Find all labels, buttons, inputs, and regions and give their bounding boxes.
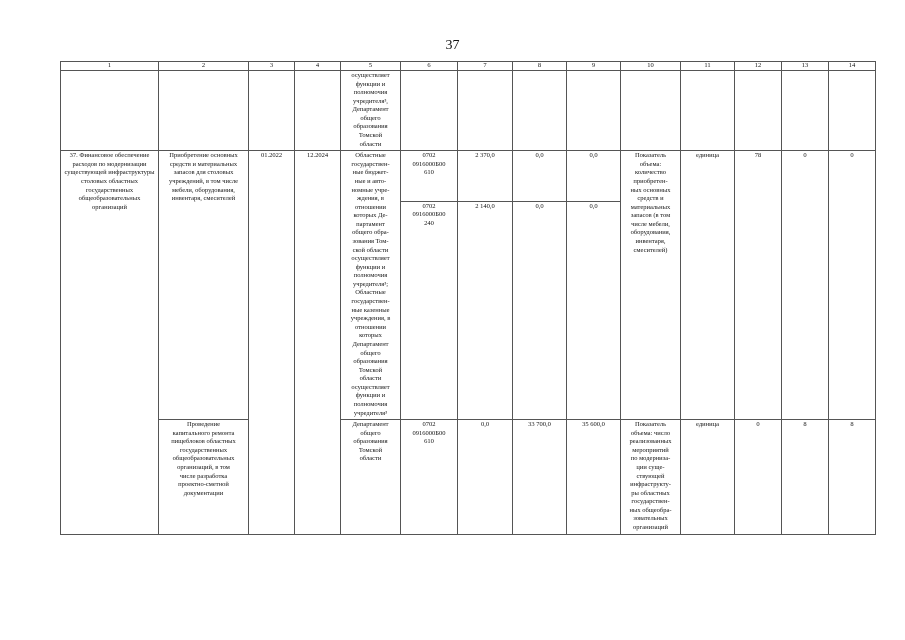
- kbk-cell: 0702 0916000Б00 610: [401, 420, 458, 535]
- header-row: [61, 62, 876, 71]
- unit-cell: единица: [681, 420, 735, 535]
- amount-cell: 0,0: [513, 201, 567, 419]
- header-cell: 2: [159, 62, 249, 71]
- amount-cell: 0,0: [567, 151, 621, 202]
- header-cell: 14: [829, 62, 876, 71]
- amount-cell: 2 140,0: [458, 201, 513, 419]
- header-cell: 1: [61, 62, 159, 71]
- indicator-cell: Показатель объема: количество приобретен- ных основных средств и материальных запасов (в том числе мебели, оборудования, инвентаря, смесителей): [621, 151, 681, 420]
- table-row: [61, 151, 876, 202]
- start-date-cell: 01.2022: [249, 151, 295, 534]
- budget-table: [60, 61, 876, 535]
- value-cell: 0: [782, 151, 829, 420]
- header-cell: 3: [249, 62, 295, 71]
- activity-cell: Проведение капитального ремонта пищеблоков областных государственных общеобразовательных организаций, в том числе разработка проектно-сметной документации: [159, 420, 249, 535]
- kbk-cell: 0702 0916000Б00 610: [401, 151, 458, 202]
- end-date-cell: 12.2024: [295, 151, 341, 534]
- amount-cell: 0,0: [513, 151, 567, 202]
- header-cell: 6: [401, 62, 458, 71]
- item-title-cell: 37. Финансовое обеспечение расходов по модернизации существующей инфраструктуры столовых областных государственных общеобразовательных организаций: [61, 151, 159, 534]
- amount-cell: 0,0: [458, 420, 513, 535]
- page-number: 37: [445, 38, 460, 53]
- value-cell: 0: [735, 420, 782, 535]
- indicator-cell: Показатель объема: число реализованных мероприятий по модерниза- ции суще- ствующей инфраструкту- ры областных государствен- ных общеобра- зовательных организаций: [621, 420, 681, 535]
- amount-cell: 33 700,0: [513, 420, 567, 535]
- value-cell: 78: [735, 151, 782, 420]
- value-cell: 8: [829, 420, 876, 535]
- header-cell: 5: [341, 62, 401, 71]
- header-cell: 4: [295, 62, 341, 71]
- table-row: [61, 420, 876, 535]
- amount-cell: 0,0: [567, 201, 621, 419]
- header-cell: 8: [513, 62, 567, 71]
- executor-cell: Департамент общего образования Томской области: [341, 420, 401, 535]
- header-cell: 10: [621, 62, 681, 71]
- header-cell: 11: [681, 62, 735, 71]
- header-cell: 13: [782, 62, 829, 71]
- activity-cell: Приобретение основных средств и материальных запасов для столовых учреждений, в том числе мебели, оборудования, инвентаря, смесителей: [159, 151, 249, 420]
- kbk-cell: 0702 0916000Б00 240: [401, 201, 458, 419]
- value-cell: 0: [829, 151, 876, 420]
- value-cell: 8: [782, 420, 829, 535]
- header-cell: 9: [567, 62, 621, 71]
- unit-cell: единица: [681, 151, 735, 420]
- header-cell: 12: [735, 62, 782, 71]
- amount-cell: 2 370,0: [458, 151, 513, 202]
- continuation-row: [61, 71, 876, 151]
- header-cell: 7: [458, 62, 513, 71]
- executor-cell: Областные государствен- ные бюджет- ные и авто- номные учре- ждения, в отношении которых Де- партамент общего обра- зования Том- ской области осуществляет функции и полномочия учредителя³; Областные государствен- ные казенные учреждения, в отношении которых Департамент общего образования Томской области осуществляет функции и полномочия учредителя³: [341, 151, 401, 420]
- executor-cell: осуществляет функции и полномочия учредителя³, Департамент общего образования Томской области: [341, 71, 401, 151]
- amount-cell: 35 600,0: [567, 420, 621, 535]
